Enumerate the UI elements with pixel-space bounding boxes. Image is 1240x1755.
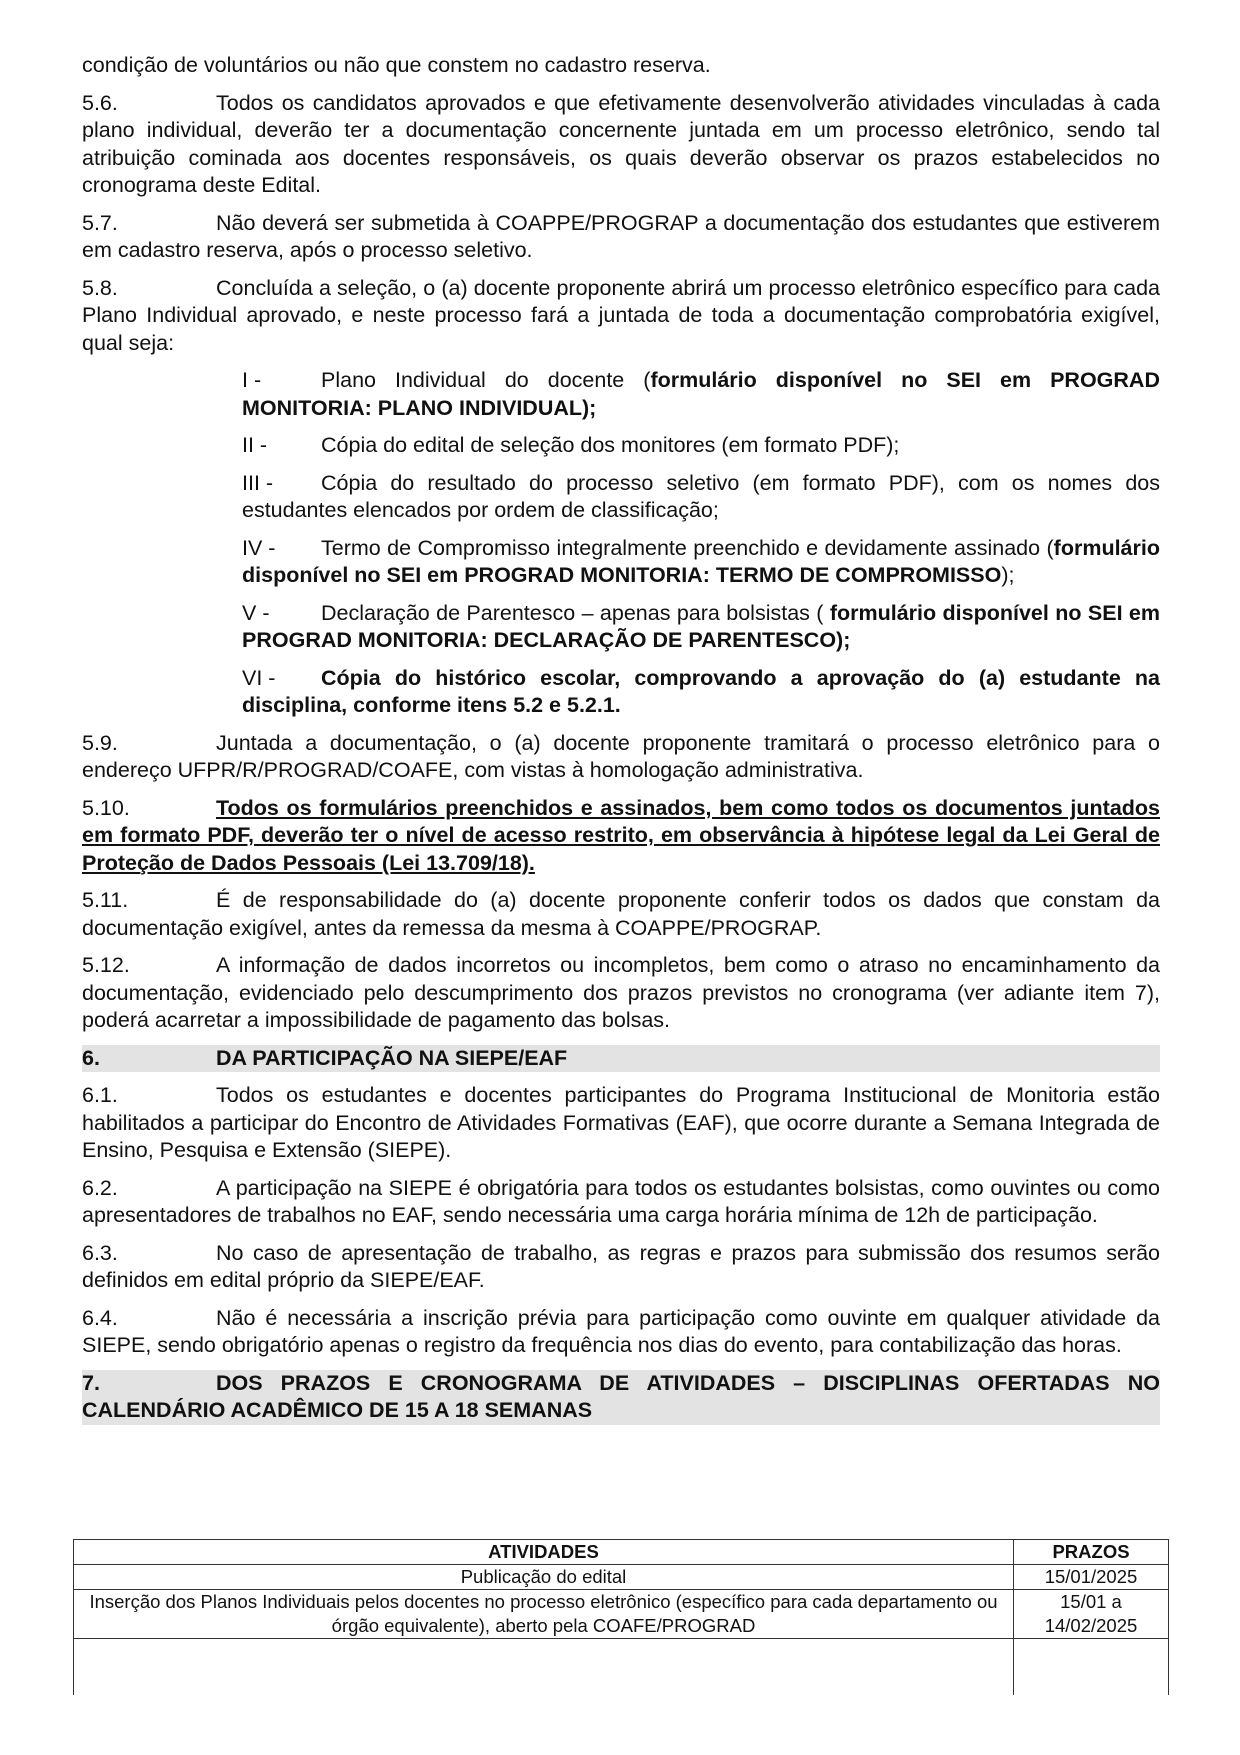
item-number: 5.10. bbox=[82, 795, 130, 820]
subitem-tail: ); bbox=[1001, 563, 1015, 587]
table-header-row bbox=[74, 1540, 1169, 1565]
item-6-1 bbox=[82, 1082, 1160, 1165]
item-number: 6.3. bbox=[82, 1240, 118, 1265]
subitem-iv bbox=[242, 535, 1160, 590]
item-text: No caso de apresentação de trabalho, as regras e prazos para submissão dos resumos serão definidos em edital próprio da SIEPE/EAF. bbox=[82, 1240, 1160, 1292]
subitem-number: III - bbox=[242, 470, 274, 495]
subitem-bold: formulário disponível no SEI em PROGRAD MONITORIA: TERMO DE COMPROMISSO bbox=[242, 535, 1160, 587]
item-5-8 bbox=[82, 275, 1160, 358]
subitem-text: Termo de Compromisso integralmente preenchido e devidamente assinado ( bbox=[321, 535, 1054, 560]
item-text: Todos os candidatos aprovados e que efetivamente desenvolverão atividades vinculadas à cada plano individual, deverão ter a documentação concernente juntada em um processo eletrônico, sendo tal atribuição cominada aos docentes responsáveis, os quais deverão observar os prazos estabelecidos no cronograma deste Edital. bbox=[82, 90, 1160, 197]
header-prazos: PRAZOS bbox=[1014, 1540, 1169, 1565]
subitem-ii bbox=[242, 432, 1160, 460]
item-6-3 bbox=[82, 1240, 1160, 1295]
empty-cell bbox=[74, 1639, 1014, 1696]
subitem-text: Cópia do resultado do processo seletivo (em formato PDF), com os nomes dos estudantes elencados por ordem de classificação; bbox=[242, 470, 1160, 522]
subitem-text: Cópia do edital de seleção dos monitores (em formato PDF); bbox=[321, 433, 900, 457]
empty-cell bbox=[1014, 1639, 1169, 1696]
item-number: 6.4. bbox=[82, 1305, 118, 1330]
item-5-11 bbox=[82, 887, 1160, 942]
item-text: Não é necessária a inscrição prévia para participação como ouvinte em qualquer atividade da SIEPE, sendo obrigatório apenas o registro da frequência nos dias do evento, para contabilização das horas. bbox=[82, 1305, 1160, 1357]
table-row bbox=[74, 1590, 1169, 1639]
subitem-bold: formulário disponível no SEI em PROGRAD MONITORIA: PLANO INDIVIDUAL); bbox=[242, 368, 1160, 420]
table-row bbox=[74, 1565, 1169, 1590]
activity-cell: Publicação do edital bbox=[74, 1565, 1014, 1590]
subitem-number: VI - bbox=[242, 665, 276, 690]
item-6-2 bbox=[82, 1175, 1160, 1230]
subitem-iii bbox=[242, 470, 1160, 525]
deadline-cell: 15/01 a 14/02/2025 bbox=[1014, 1590, 1169, 1639]
header-atividades: ATIVIDADES bbox=[74, 1540, 1014, 1565]
item-text: Juntada a documentação, o (a) docente proponente tramitará o processo eletrônico para o endereço UFPR/R/PROGRAD/COAFE, com vistas à homologação administrativa. bbox=[82, 730, 1160, 782]
item-number: 5.9. bbox=[82, 730, 118, 755]
activity-cell: Inserção dos Planos Individuais pelos docentes no processo eletrônico (específico para cada departamento ou órgão equivalente), aberto pela COAFE/PROGRAD bbox=[74, 1590, 1014, 1639]
item-number: 5.7. bbox=[82, 210, 118, 235]
item-number: 6.2. bbox=[82, 1175, 118, 1200]
subitem-number: V - bbox=[242, 600, 270, 625]
subitem-text: Declaração de Parentesco – apenas para bolsistas ( bbox=[321, 600, 830, 625]
item-number: 6.1. bbox=[82, 1083, 118, 1107]
item-text: A participação na SIEPE é obrigatória para todos os estudantes bolsistas, como ouvintes ou como apresentadores de trabalhos no EAF, sendo necessária uma carga horária mínima de 12h de participação. bbox=[82, 1175, 1160, 1227]
document-page bbox=[82, 52, 1160, 1435]
section-title: DOS PRAZOS E CRONOGRAMA DE ATIVIDADES – DISCIPLINAS OFERTADAS NO CALENDÁRIO ACADÊMICO DE 15 A 18 SEMANAS bbox=[82, 1370, 1160, 1422]
subitem-bold: Cópia do histórico escolar, comprovando a aprovação do (a) estudante na disciplina, conforme itens 5.2 e 5.2.1. bbox=[242, 665, 1160, 717]
section-title: DA PARTICIPAÇÃO NA SIEPE/EAF bbox=[216, 1045, 568, 1070]
item-text-emphasis: Todos os formulários preenchidos e assinados, bem como todos os documentos juntados em formato PDF, deverão ter o nível de acesso restrito, em observância à hipótese legal da Lei Geral de Proteção de Dados Pessoais (Lei 13.709/18). bbox=[82, 795, 1160, 875]
item-5-7 bbox=[82, 210, 1160, 265]
item-text: Todos os estudantes e docentes participantes do Programa Institucional de Monitoria estão habilitados a participar do Encontro de Atividades Formativas (EAF), que ocorre durante a Semana Integrada de Ensino, Pesquisa e Extensão (SIEPE). bbox=[82, 1083, 1160, 1162]
item-5-6 bbox=[82, 90, 1160, 200]
item-number: 5.8. bbox=[82, 275, 118, 300]
item-5-12 bbox=[82, 952, 1160, 1035]
schedule-table bbox=[73, 1539, 1169, 1695]
item-text: Concluída a seleção, o (a) docente proponente abrirá um processo eletrônico específico para cada Plano Individual aprovado, e neste processo fará a juntada de toda a documentação comprobatória exigível, qual seja: bbox=[82, 275, 1160, 355]
subitem-i bbox=[242, 367, 1160, 422]
subitem-number: IV - bbox=[242, 535, 276, 560]
section-number: 6. bbox=[82, 1045, 100, 1070]
item-text: A informação de dados incorretos ou incompletos, bem como o atraso no encaminhamento da documentação, evidenciado pelo descumprimento dos prazos previstos no cronograma (ver adiante item 7), poderá acarretar a impossibilidade de pagamento das bolsas. bbox=[82, 953, 1160, 1032]
subitem-vi bbox=[242, 665, 1160, 720]
deadline-cell: 15/01/2025 bbox=[1014, 1565, 1169, 1590]
table-row-empty bbox=[74, 1639, 1169, 1696]
section-6-heading bbox=[82, 1045, 1160, 1073]
subitem-text: Plano Individual do docente ( bbox=[321, 368, 651, 392]
subitem-v bbox=[242, 600, 1160, 655]
item-number: 5.6. bbox=[82, 90, 118, 115]
item-text: Não deverá ser submetida à COAPPE/PROGRAP a documentação dos estudantes que estiverem em cadastro reserva, após o processo seletivo. bbox=[82, 210, 1160, 262]
subitem-number: II - bbox=[242, 433, 268, 457]
subitem-bold: formulário disponível no SEI em PROGRAD MONITORIA: DECLARAÇÃO DE PARENTESCO); bbox=[242, 600, 1160, 652]
intro-text: condição de voluntários ou não que constem no cadastro reserva. bbox=[82, 53, 711, 77]
item-6-4 bbox=[82, 1305, 1160, 1360]
section-number: 7. bbox=[82, 1370, 100, 1395]
item-5-9 bbox=[82, 730, 1160, 785]
section-7-heading bbox=[82, 1370, 1160, 1425]
item-text: É de responsabilidade do (a) docente proponente conferir todos os dados que constam da documentação exigível, antes da remessa da mesma à COAPPE/PROGRAP. bbox=[82, 888, 1160, 940]
item-number: 5.11. bbox=[82, 888, 129, 912]
item-number: 5.12. bbox=[82, 953, 130, 977]
subitem-number: I - bbox=[242, 368, 262, 392]
item-5-10 bbox=[82, 795, 1160, 878]
